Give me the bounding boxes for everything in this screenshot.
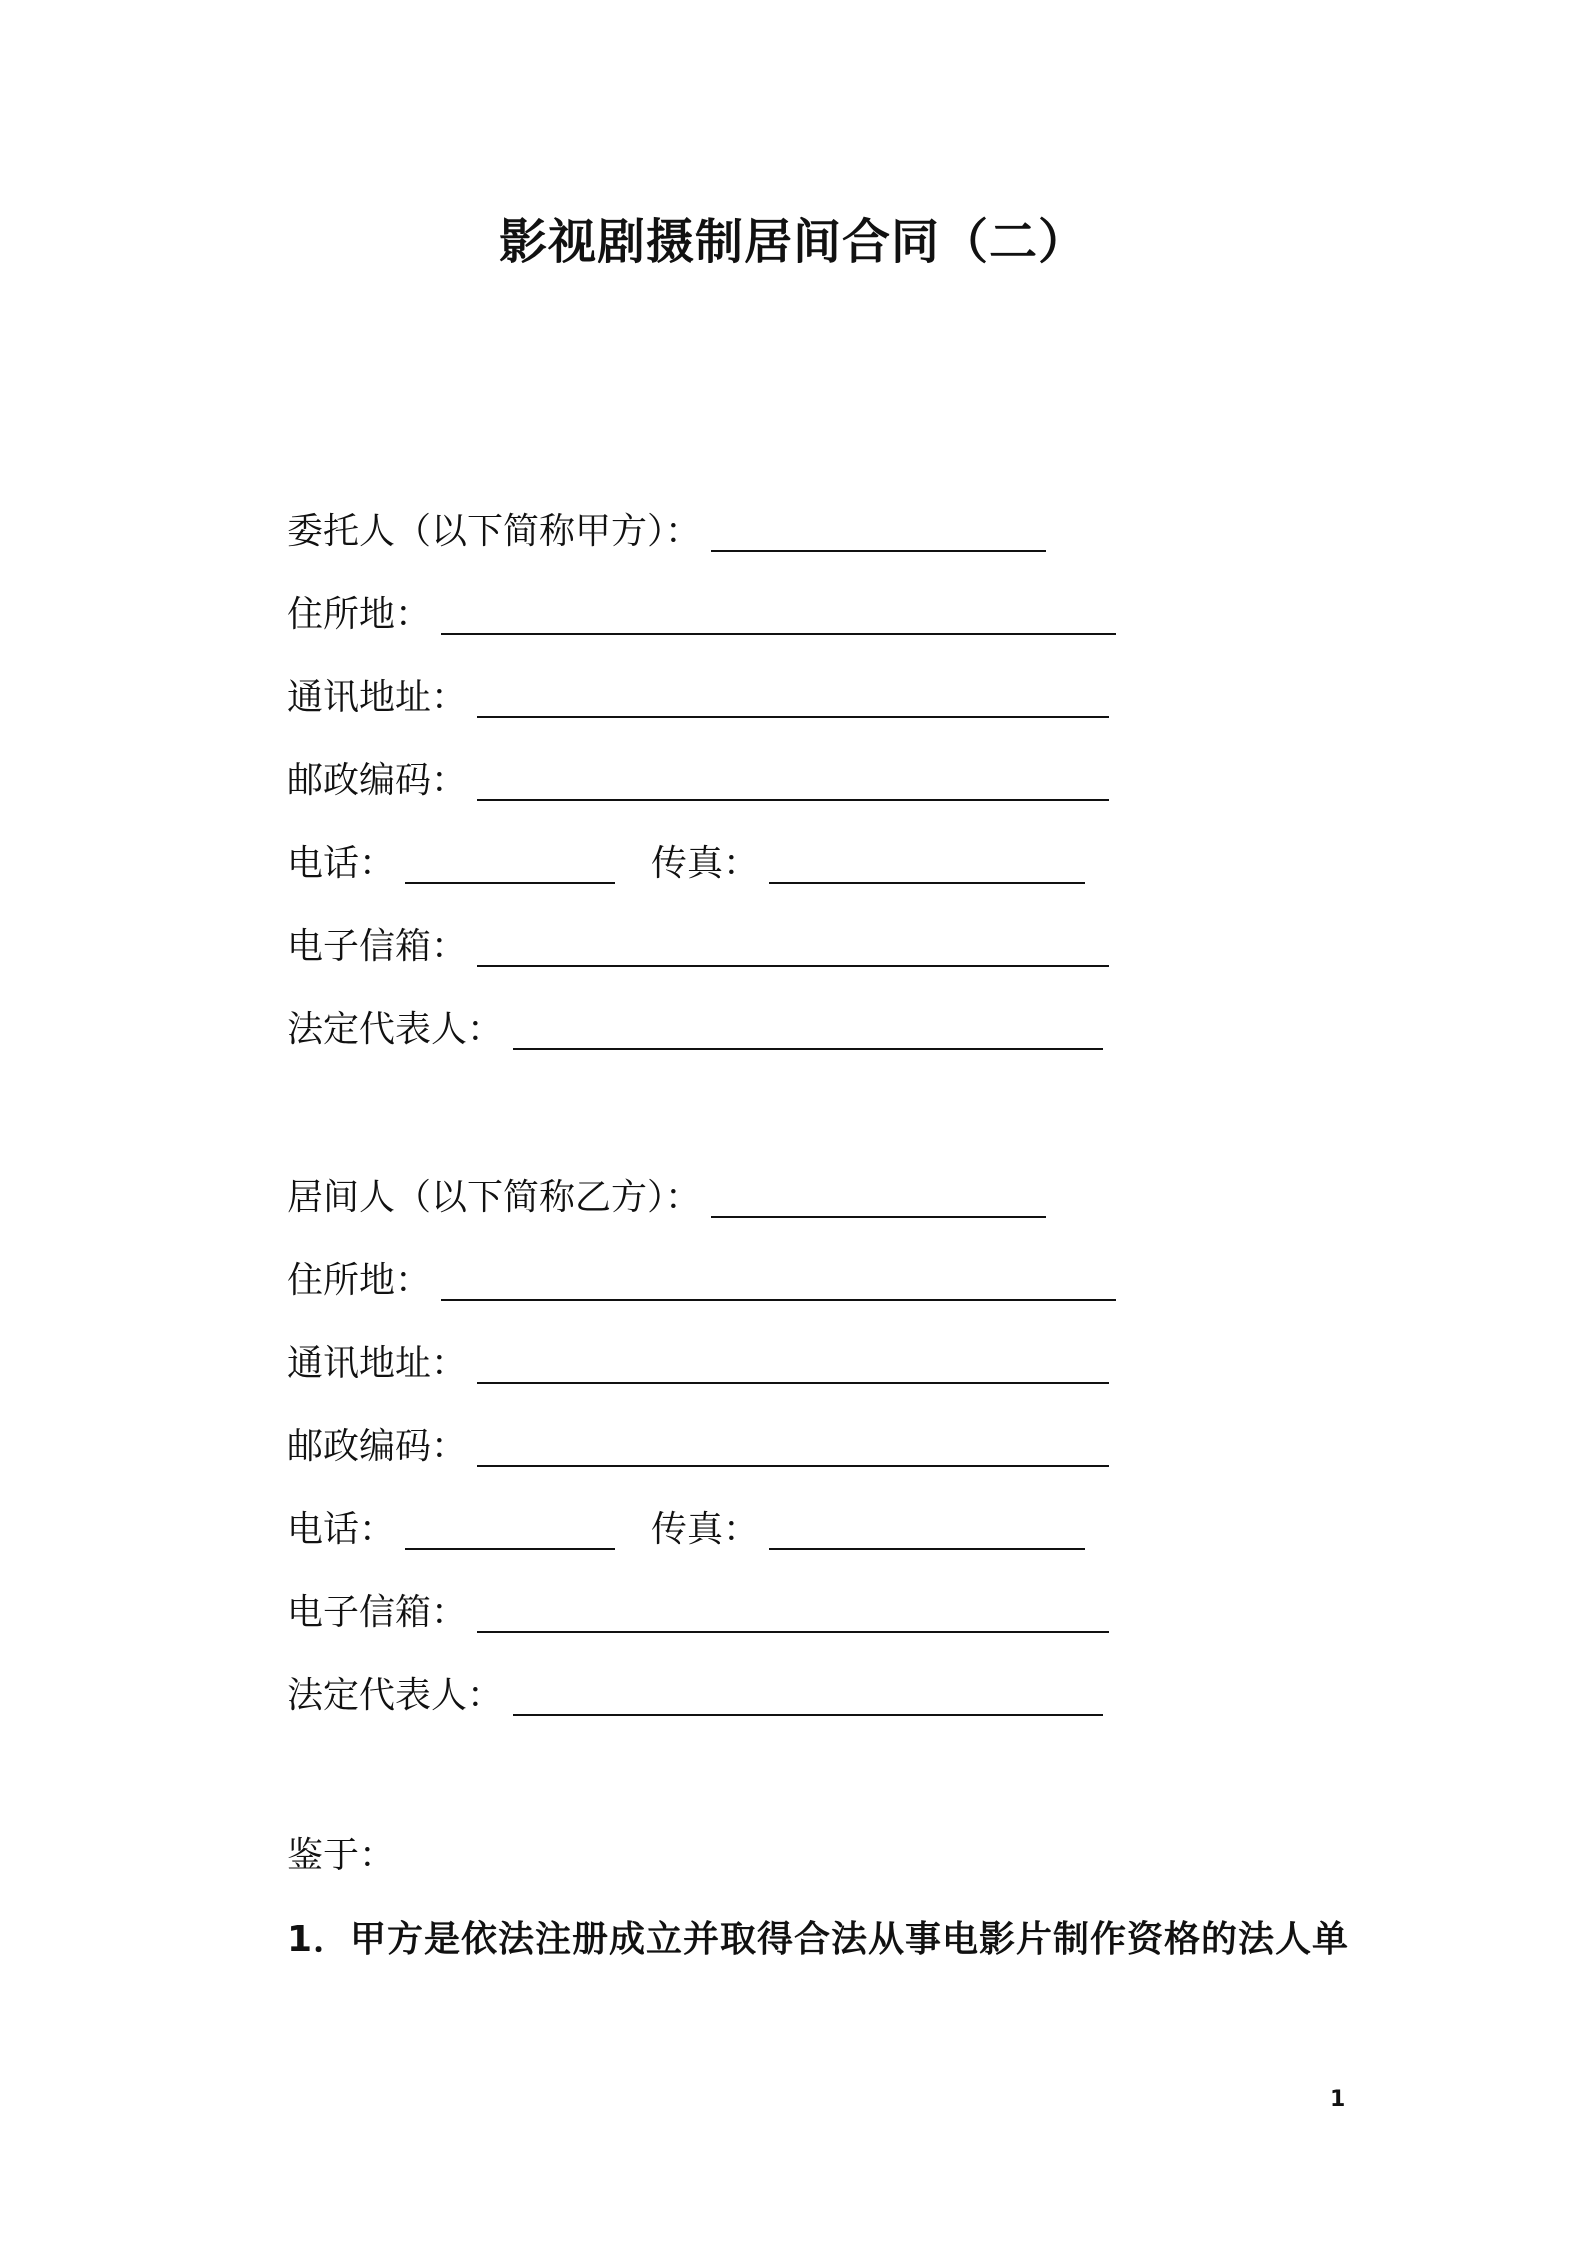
party-a-rep-label: 法定代表人： — [287, 1009, 504, 1050]
party-a-phone-fax-line — [287, 832, 1085, 888]
party-b-rep-label: 法定代表人： — [287, 1675, 504, 1716]
party-a-postcode-line — [287, 749, 1109, 805]
party-a-postcode-label: 邮政编码： — [287, 760, 468, 801]
party-a-phone-blank[interactable] — [405, 846, 615, 884]
party-b-fax-blank[interactable] — [769, 1512, 1085, 1550]
party-a-address-label: 住所地： — [287, 594, 432, 635]
party-a-rep-blank[interactable] — [513, 1012, 1103, 1050]
party-a-fax-blank[interactable] — [769, 846, 1085, 884]
party-a-heading-line — [287, 500, 1046, 556]
clause-1-text: 1．甲方是依法注册成立并取得合法从事电影片制作资格的法人单 — [287, 1919, 1350, 1960]
party-b-address-label: 住所地： — [287, 1260, 432, 1301]
party-b-heading: 居间人（以下简称乙方）： — [287, 1177, 702, 1218]
party-b-heading-line — [287, 1166, 1046, 1222]
party-b-phone-blank[interactable] — [405, 1512, 615, 1550]
party-b-postcode-line — [287, 1415, 1109, 1471]
party-a-rep-line — [287, 998, 1103, 1054]
party-a-mailing-line — [287, 666, 1109, 722]
document-title: 影视剧摄制居间合同（二） — [498, 214, 1087, 270]
party-b-mailing-label: 通讯地址： — [287, 1343, 468, 1384]
party-b-name-blank[interactable] — [711, 1180, 1046, 1218]
whereas-label: 鉴于： — [287, 1835, 396, 1876]
party-b-address-line — [287, 1249, 1116, 1305]
party-b-rep-blank[interactable] — [513, 1678, 1103, 1716]
party-b-phone-label: 电话： — [287, 1509, 396, 1550]
page-number: 1 — [1330, 2087, 1346, 2112]
party-a-fax-label: 传真： — [651, 843, 760, 884]
party-a-name-blank[interactable] — [711, 514, 1046, 552]
party-a-phone-label: 电话： — [287, 843, 396, 884]
party-a-email-blank[interactable] — [477, 929, 1109, 967]
party-a-address-blank[interactable] — [441, 597, 1116, 635]
party-a-address-line — [287, 583, 1116, 639]
party-b-address-blank[interactable] — [441, 1263, 1116, 1301]
party-b-mailing-line — [287, 1332, 1109, 1388]
party-a-email-line — [287, 915, 1109, 971]
party-a-postcode-blank[interactable] — [477, 763, 1109, 801]
party-b-phone-fax-line — [287, 1498, 1085, 1554]
party-a-heading: 委托人（以下简称甲方）： — [287, 511, 702, 552]
party-a-email-label: 电子信箱： — [287, 926, 468, 967]
party-b-rep-line — [287, 1664, 1103, 1720]
party-b-email-label: 电子信箱： — [287, 1592, 468, 1633]
party-a-mailing-blank[interactable] — [477, 680, 1109, 718]
party-b-postcode-label: 邮政编码： — [287, 1426, 468, 1467]
party-b-fax-label: 传真： — [651, 1509, 760, 1550]
party-b-postcode-blank[interactable] — [477, 1429, 1109, 1467]
party-a-mailing-label: 通讯地址： — [287, 677, 468, 718]
party-b-email-line — [287, 1581, 1109, 1637]
party-b-mailing-blank[interactable] — [477, 1346, 1109, 1384]
party-b-email-blank[interactable] — [477, 1595, 1109, 1633]
